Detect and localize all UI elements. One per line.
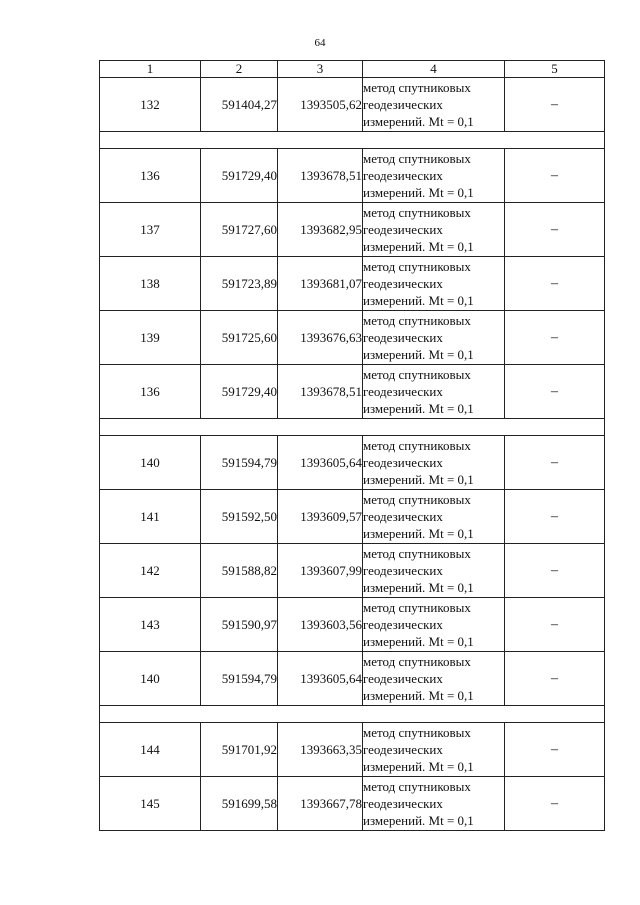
method-line: метод спутниковых [363, 80, 471, 95]
method-line: геодезических [363, 671, 443, 686]
table-row [100, 652, 605, 706]
table-row [100, 598, 605, 652]
y-coordinate-cell: 1393678,51 [278, 149, 363, 203]
x-coordinate-cell: 591701,92 [201, 723, 278, 777]
dash-cell: – [505, 652, 605, 706]
method-line: метод спутниковых [363, 367, 471, 382]
point-number-cell: 136 [100, 365, 201, 419]
method-cell [363, 311, 505, 365]
method-line: метод спутниковых [363, 725, 471, 740]
point-number-cell: 145 [100, 777, 201, 831]
page-number: 64 [314, 37, 326, 49]
y-coordinate-cell: 1393678,51 [278, 365, 363, 419]
table-row [100, 777, 605, 831]
y-coordinate-cell: 1393607,99 [278, 544, 363, 598]
table-row [100, 365, 605, 419]
method-line: измерений. Mt = 0,1 [363, 401, 474, 416]
x-coordinate-cell: 591725,60 [201, 311, 278, 365]
dash-cell: – [505, 311, 605, 365]
method-cell [363, 436, 505, 490]
x-coordinate-cell: 591723,89 [201, 257, 278, 311]
method-line: метод спутниковых [363, 313, 471, 328]
point-number-cell: 132 [100, 78, 201, 132]
point-number-cell: 138 [100, 257, 201, 311]
dash-cell: – [505, 203, 605, 257]
method-line: измерений. Mt = 0,1 [363, 114, 474, 129]
coordinates-table [99, 60, 605, 831]
y-coordinate-cell: 1393603,56 [278, 598, 363, 652]
dash-cell: – [505, 149, 605, 203]
method-line: измерений. Mt = 0,1 [363, 293, 474, 308]
method-line: измерений. Mt = 0,1 [363, 688, 474, 703]
y-coordinate-cell: 1393505,62 [278, 78, 363, 132]
method-line: метод спутниковых [363, 438, 471, 453]
dash-cell: – [505, 490, 605, 544]
table-row [100, 257, 605, 311]
column-header: 1 [100, 61, 201, 78]
method-cell [363, 490, 505, 544]
x-coordinate-cell: 591729,40 [201, 149, 278, 203]
x-coordinate-cell: 591594,79 [201, 436, 278, 490]
group-separator-cell [100, 706, 605, 723]
method-cell [363, 598, 505, 652]
point-number-cell: 137 [100, 203, 201, 257]
table-row [100, 490, 605, 544]
method-cell [363, 777, 505, 831]
table-row [100, 203, 605, 257]
x-coordinate-cell: 591727,60 [201, 203, 278, 257]
x-coordinate-cell: 591590,97 [201, 598, 278, 652]
group-separator-cell [100, 132, 605, 149]
group-separator-row [100, 132, 605, 149]
dash-cell: – [505, 78, 605, 132]
method-line: метод спутниковых [363, 654, 471, 669]
y-coordinate-cell: 1393676,63 [278, 311, 363, 365]
method-cell [363, 78, 505, 132]
y-coordinate-cell: 1393605,64 [278, 652, 363, 706]
method-line: измерений. Mt = 0,1 [363, 526, 474, 541]
method-line: измерений. Mt = 0,1 [363, 580, 474, 595]
y-coordinate-cell: 1393681,07 [278, 257, 363, 311]
method-line: метод спутниковых [363, 259, 471, 274]
method-line: геодезических [363, 742, 443, 757]
group-separator-row [100, 706, 605, 723]
method-line: измерений. Mt = 0,1 [363, 472, 474, 487]
method-cell [363, 149, 505, 203]
group-separator-row [100, 419, 605, 436]
method-line: геодезических [363, 509, 443, 524]
column-header: 3 [278, 61, 363, 78]
table-header-row [100, 61, 605, 78]
table-row [100, 78, 605, 132]
method-cell [363, 723, 505, 777]
method-line: геодезических [363, 617, 443, 632]
method-line: метод спутниковых [363, 492, 471, 507]
method-line: геодезических [363, 222, 443, 237]
method-line: геодезических [363, 276, 443, 291]
table-row [100, 149, 605, 203]
method-line: метод спутниковых [363, 600, 471, 615]
method-line: измерений. Mt = 0,1 [363, 759, 474, 774]
method-cell [363, 365, 505, 419]
column-header: 4 [363, 61, 505, 78]
table-body [100, 61, 605, 831]
method-line: измерений. Mt = 0,1 [363, 634, 474, 649]
x-coordinate-cell: 591729,40 [201, 365, 278, 419]
y-coordinate-cell: 1393605,64 [278, 436, 363, 490]
point-number-cell: 136 [100, 149, 201, 203]
point-number-cell: 140 [100, 652, 201, 706]
dash-cell: – [505, 257, 605, 311]
y-coordinate-cell: 1393682,95 [278, 203, 363, 257]
dash-cell: – [505, 598, 605, 652]
method-line: измерений. Mt = 0,1 [363, 347, 474, 362]
method-line: геодезических [363, 796, 443, 811]
method-line: метод спутниковых [363, 779, 471, 794]
point-number-cell: 143 [100, 598, 201, 652]
column-header: 5 [505, 61, 605, 78]
method-line: метод спутниковых [363, 546, 471, 561]
table-row [100, 436, 605, 490]
method-line: геодезических [363, 563, 443, 578]
table-row [100, 544, 605, 598]
point-number-cell: 142 [100, 544, 201, 598]
method-cell [363, 203, 505, 257]
dash-cell: – [505, 436, 605, 490]
method-line: геодезических [363, 455, 443, 470]
method-line: геодезических [363, 384, 443, 399]
x-coordinate-cell: 591594,79 [201, 652, 278, 706]
point-number-cell: 141 [100, 490, 201, 544]
point-number-cell: 140 [100, 436, 201, 490]
dash-cell: – [505, 365, 605, 419]
dash-cell: – [505, 723, 605, 777]
method-cell [363, 652, 505, 706]
method-line: метод спутниковых [363, 151, 471, 166]
method-line: измерений. Mt = 0,1 [363, 239, 474, 254]
method-cell [363, 544, 505, 598]
dash-cell: – [505, 544, 605, 598]
method-line: геодезических [363, 168, 443, 183]
x-coordinate-cell: 591699,58 [201, 777, 278, 831]
method-cell [363, 257, 505, 311]
group-separator-cell [100, 419, 605, 436]
table-row [100, 723, 605, 777]
x-coordinate-cell: 591404,27 [201, 78, 278, 132]
y-coordinate-cell: 1393667,78 [278, 777, 363, 831]
method-line: измерений. Mt = 0,1 [363, 185, 474, 200]
column-header: 2 [201, 61, 278, 78]
method-line: метод спутниковых [363, 205, 471, 220]
point-number-cell: 144 [100, 723, 201, 777]
x-coordinate-cell: 591588,82 [201, 544, 278, 598]
method-line: измерений. Mt = 0,1 [363, 813, 474, 828]
table-row [100, 311, 605, 365]
method-line: геодезических [363, 97, 443, 112]
method-line: геодезических [363, 330, 443, 345]
y-coordinate-cell: 1393609,57 [278, 490, 363, 544]
point-number-cell: 139 [100, 311, 201, 365]
x-coordinate-cell: 591592,50 [201, 490, 278, 544]
dash-cell: – [505, 777, 605, 831]
y-coordinate-cell: 1393663,35 [278, 723, 363, 777]
